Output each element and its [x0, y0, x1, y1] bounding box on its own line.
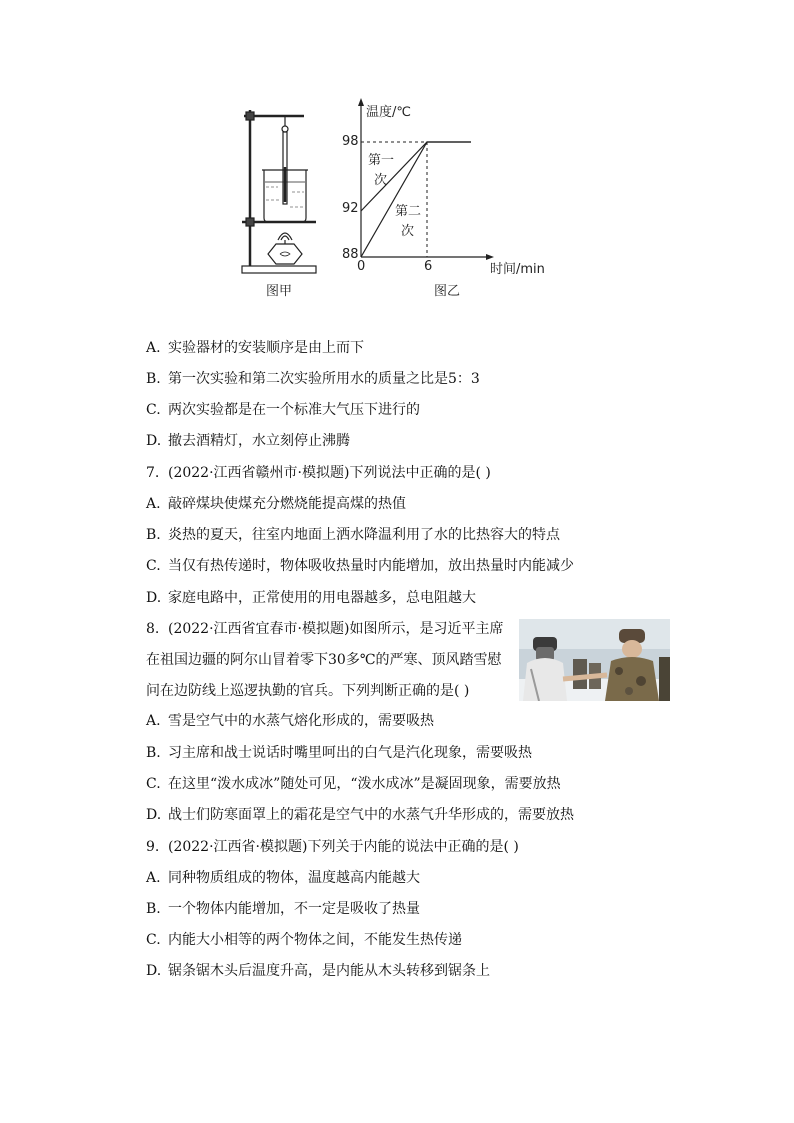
- option-text: 第一次实验和第二次实验所用水的质量之比是5：3: [168, 371, 480, 387]
- option-text: 习主席和战士说话时嘴里呵出的白气是汽化现象，需要吸热: [168, 745, 532, 761]
- caption-fig-yi: 图乙: [434, 284, 461, 299]
- x-tick-6: 6: [424, 259, 433, 274]
- option-letter: B.: [146, 901, 161, 917]
- option-text: 家庭电路中，正常使用的用电器越多，总电阻越大: [168, 590, 476, 606]
- q8-option-a: [146, 712, 434, 730]
- photo-illustration: [519, 619, 670, 701]
- q9-option-a: [146, 869, 420, 887]
- option-text: 两次实验都是在一个标准大气压下进行的: [168, 402, 420, 418]
- x-axis-arrow: [486, 254, 494, 260]
- news-photo: [519, 619, 670, 701]
- x-axis-label: 时间/min: [490, 262, 545, 277]
- option-letter: C.: [146, 558, 161, 574]
- option-letter: A.: [146, 713, 161, 729]
- option-letter: D.: [146, 433, 162, 449]
- apparatus-drawing: [242, 110, 316, 273]
- q6-option-a: [146, 339, 364, 357]
- option-letter: B.: [146, 527, 161, 543]
- q9-option-d: [146, 962, 490, 980]
- q7-option-a: [146, 495, 406, 513]
- q7-option-d: [146, 589, 476, 607]
- q8-option-d: [146, 806, 574, 824]
- top-clamp: [246, 112, 254, 120]
- y-axis-arrow: [358, 98, 364, 106]
- option-letter: D.: [146, 963, 162, 979]
- y-tick-92: 92: [342, 201, 359, 216]
- y-tick-88: 88: [342, 247, 359, 262]
- option-text: 内能大小相等的两个物体之间，不能发生热传递: [168, 932, 462, 948]
- question-number: 8.: [146, 621, 160, 637]
- y-tick-98: 98: [342, 134, 359, 149]
- option-text: 实验器材的安装顺序是由上而下: [168, 340, 364, 356]
- q6-option-d: [146, 432, 350, 450]
- question-stem: (2022·江西省赣州市·模拟题)下列说法中正确的是( ): [168, 465, 491, 481]
- q8-stem-line1: [146, 620, 503, 638]
- option-letter: A.: [146, 496, 161, 512]
- option-text: 雪是空气中的水蒸气熔化形成的，需要吸热: [168, 713, 434, 729]
- q6-option-b: [146, 370, 480, 388]
- option-letter: A.: [146, 340, 161, 356]
- question-number: 7.: [146, 465, 160, 481]
- option-text: 敲碎煤块使煤充分燃烧能提高煤的热值: [168, 496, 406, 512]
- caption-fig-jia: 图甲: [266, 284, 293, 299]
- option-text: 锯条锯木头后温度升高，是内能从木头转移到锯条上: [168, 963, 490, 979]
- option-letter: D.: [146, 807, 162, 823]
- q9-option-b: [146, 900, 420, 918]
- q7-stem: [146, 464, 491, 482]
- series1-label-line2: 次: [374, 173, 388, 188]
- ring-clamp: [246, 218, 254, 226]
- question-number: 9.: [146, 839, 160, 855]
- option-letter: C.: [146, 776, 161, 792]
- q8-stem-line3: 问在边防线上巡逻执勤的官兵。下列判断正确的是( ): [146, 683, 470, 699]
- option-letter: B.: [146, 745, 161, 761]
- q8-option-b: [146, 744, 532, 762]
- x-tick-0: 0: [357, 259, 366, 274]
- y-axis-label: 温度/℃: [366, 105, 411, 120]
- figure-svg: [238, 92, 568, 307]
- option-text: 当仅有热传递时，物体吸收热量时内能增加，放出热量时内能减少: [168, 558, 574, 574]
- series2-label-line1: 第二: [395, 204, 422, 219]
- thermo-top: [282, 126, 288, 132]
- stand-base: [242, 266, 316, 273]
- option-letter: C.: [146, 402, 161, 418]
- q7-option-c: [146, 557, 574, 575]
- option-letter: A.: [146, 870, 161, 886]
- alcohol-lamp: [268, 244, 302, 264]
- option-letter: D.: [146, 590, 162, 606]
- option-letter: B.: [146, 371, 161, 387]
- option-text: 炎热的夏天，往室内地面上洒水降温利用了水的比热容大的特点: [168, 527, 560, 543]
- q8-option-c: [146, 775, 561, 793]
- option-letter: C.: [146, 932, 161, 948]
- question-stem: (2022·江西省宜春市·模拟题)如图所示，是习近平主席: [168, 621, 504, 637]
- series2-label-line2: 次: [401, 224, 415, 239]
- option-text: 撤去酒精灯，水立刻停止沸腾: [168, 433, 350, 449]
- option-text: 在这里“泼水成冰”随处可见，“泼水成冰”是凝固现象，需要放热: [168, 776, 561, 792]
- question-stem: (2022·江西省·模拟题)下列关于内能的说法中正确的是( ): [168, 839, 519, 855]
- option-text: 同种物质组成的物体，温度越高内能越大: [168, 870, 420, 886]
- q9-option-c: [146, 931, 462, 949]
- temperature-chart: [342, 98, 545, 277]
- series1-label-line1: 第一: [368, 153, 395, 168]
- q6-option-c: [146, 401, 420, 419]
- q8-stem-line2: 在祖国边疆的阿尔山冒着零下30多℃的严寒、顶风踏雪慰: [146, 652, 502, 668]
- q9-stem: [146, 838, 519, 856]
- q7-option-b: [146, 526, 560, 544]
- figure-block: [238, 92, 568, 307]
- option-text: 一个物体内能增加，不一定是吸收了热量: [168, 901, 420, 917]
- option-text: 战士们防寒面罩上的霜花是空气中的水蒸气升华形成的，需要放热: [168, 807, 574, 823]
